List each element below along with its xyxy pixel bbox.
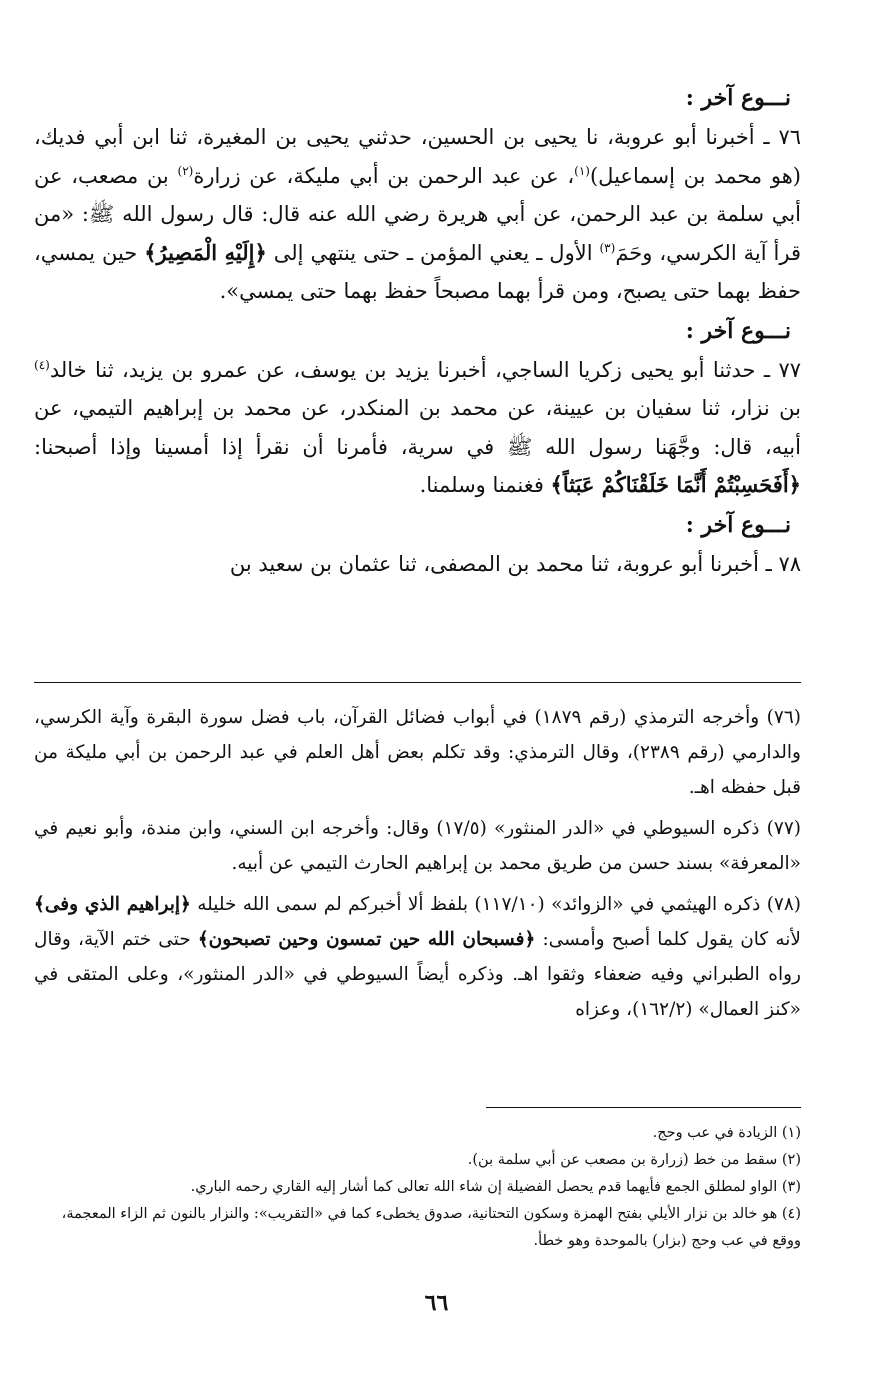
text-run: حتى ختم الآية، وقال رواه الطبراني وفيه ضعفاء وثقوا اهـ. وذكره أيضاً السيوطي في «الدر المنثور»، وعلى المتقى في «كنز العمال» (١٦٢/٢)، وعزاه [34, 929, 801, 1020]
section-heading: نـــوع آخر : [685, 85, 791, 111]
section-heading: نـــوع آخر : [685, 317, 791, 344]
note-78 [34, 887, 801, 1027]
note-77: (٧٧) ذكره السيوطي في «الدر المنثور» (١٧/٥) وقال: وأخرجه ابن السني، وابن مندة، وأبو نعيم في «المعرفة» بسند حسن من طريق محمد بن إبراهيم الحارث التيمي عن أبيه. [34, 818, 801, 874]
text-run: ٧٦ ـ أخبرنا أبو عروبة، نا يحيى بن الحسين، حدثني يحيى بن المغيرة، ثنا ابن أبي فديك، (هو محمد بن إسماعيل) [34, 125, 801, 188]
footnote-rule [486, 1107, 801, 1108]
section-heading: نـــوع آخر : [685, 511, 791, 538]
text-run: لأنه كان يقول كلما أصبح وأمسى: [535, 929, 801, 950]
footnote-1: (١) الزيادة في عب وحج. [652, 1125, 801, 1141]
main-text [34, 78, 801, 583]
footnote-ref[interactable]: (٤) [34, 357, 50, 372]
commentary-notes [34, 700, 801, 1033]
quran-quote: ﴿فسبحان الله حين تمسون وحين تصبحون﴾ [197, 929, 536, 950]
footnote-2: (٢) سقط من خط (زرارة بن مصعب عن أبي سلمة بن). [467, 1152, 801, 1168]
text-run: بن مصعب، عن أبي سلمة بن عبد الرحمن، عن أبي هريرة رضي الله عنه قال: قال رسول الله ﷺ: «من قرأ آية الكرسي، وحَمَ [34, 163, 801, 265]
note-76: (٧٦) وأخرجه الترمذي (رقم ١٨٧٩) في أبواب فضائل القرآن، باب فضل سورة البقرة وآية الكرسي، والدارمي (رقم ٢٣٨٩)، وقال الترمذي: وقد تكلم بعض أهل العلم في عبد الرحمن بن أبي مليكة من قبل حفظه اهـ. [34, 707, 801, 798]
text-run: ، عن عبد الرحمن بن أبي مليكة، عن زرارة [193, 163, 575, 188]
footnotes [34, 1120, 801, 1255]
text-run: بن نزار، ثنا سفيان بن عيينة، عن محمد بن المنكدر، عن محمد بن إبراهيم التيمي، عن أبيه، قال: وجَّهَنا رسول الله ﷺ في سرية، فأمرنا أن نقرأ إذا أمسينا وإذا أصبحنا: [34, 396, 801, 459]
hadith-77 [34, 351, 801, 505]
text-run: (٧٨) ذكره الهيثمي في «الزوائد» (١١٧/١٠) بلفظ ألا أخبركم لم سمى الله خليله [190, 894, 802, 915]
text-run: ٧٧ ـ حدثنا أبو يحيى زكريا الساجي، أخبرنا يزيد بن يوسف، عن عمرو بن يزيد، ثنا خالد [49, 357, 801, 382]
quran-quote: ﴿إِلَيْهِ الْمَصِيرُ﴾ [144, 239, 267, 265]
footnote-ref[interactable]: (٢) [177, 163, 194, 178]
hadith-78: ٧٨ ـ أخبرنا أبو عروبة، ثنا محمد بن المصفى، ثنا عثمان بن سعيد بن [229, 551, 801, 576]
text-run: حين يمسي، حفظ بهما حتى يصبح، ومن قرأ بهما مصبحاً حفظ بهما حتى يمسي». [34, 240, 801, 303]
footnote-3: (٣) الواو لمطلق الجمع فأيهما قدم يحصل الفضيلة إن شاء الله تعالى كما أشار إليه القاري رحمه الباري. [190, 1179, 801, 1195]
footnote-4: (٤) هو خالد بن نزار الأيلي بفتح الهمزة وسكون التحتانية، صدوق يخطىء كما في «التقريب»: والنزار بالنون ثم الزاء المعجمة، ووقع في عب وحج (بزار) بالموحدة وهو خطأ. [61, 1206, 801, 1249]
footnote-ref[interactable]: (١) [574, 163, 590, 178]
quran-quote: ﴿أَفَحَسِبْتُمْ أَنَّمَا خَلَقْنَاكُمْ عَبَثاً﴾ [550, 472, 801, 497]
footnote-ref[interactable]: (٣) [599, 240, 616, 255]
text-run: فغنمنا وسلمنا. [419, 473, 551, 497]
hadith-76 [34, 118, 801, 311]
quran-quote: ﴿إبراهيم الذي وفى﴾ [34, 894, 191, 915]
page-number: ٦٦ [424, 1290, 449, 1316]
separator-rule [34, 682, 801, 683]
text-run: الأول ـ يعني المؤمن ـ حتى ينتهي إلى [266, 240, 600, 265]
